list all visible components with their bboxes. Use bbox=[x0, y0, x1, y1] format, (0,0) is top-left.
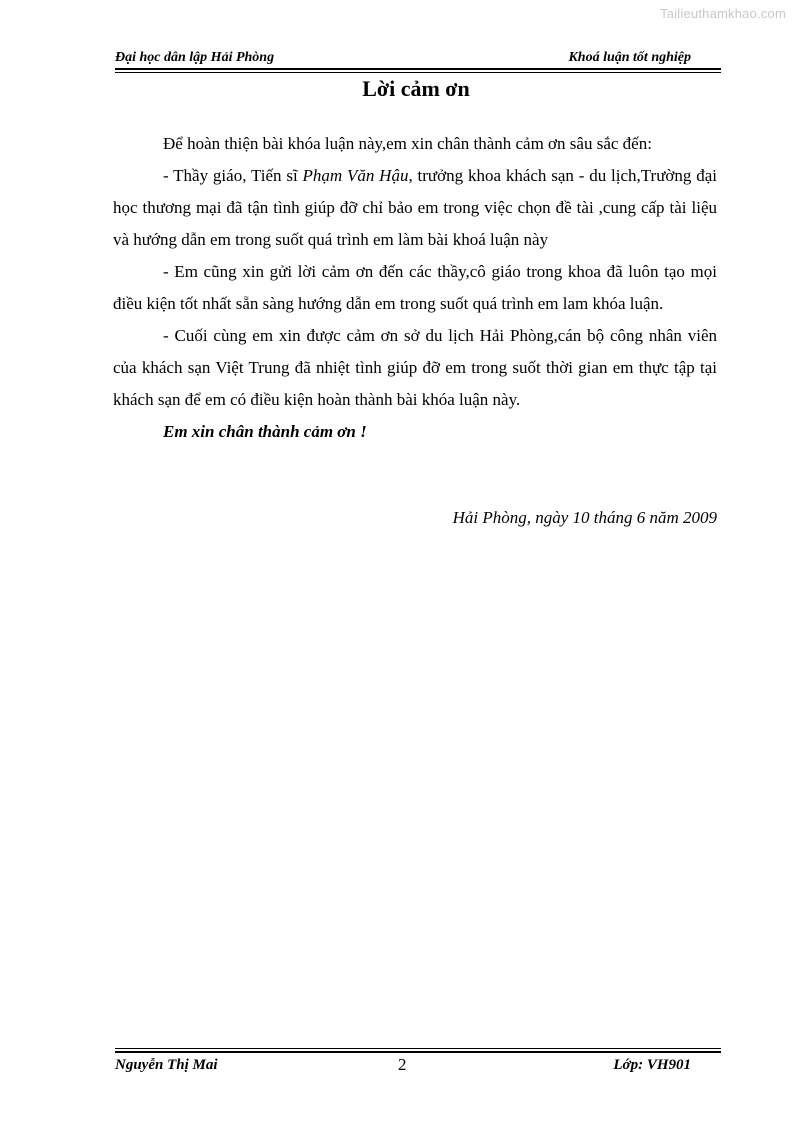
footer-author: Nguyễn Thị Mai bbox=[115, 1057, 218, 1073]
footer-rule-thin bbox=[115, 1048, 721, 1049]
header-rule-thin bbox=[115, 72, 721, 73]
header-university: Đại học dân lập Hải Phòng bbox=[115, 50, 275, 65]
teacher-name: Phạm Văn Hậu bbox=[302, 166, 409, 185]
paragraph-faculty: - Em cũng xin gửi lời cảm ơn đến các thầy,cô giáo trong khoa đã luôn tạo mọi điều kiện tốt nhất sẵn sàng hướng dẫn em trong suốt quá trình em lam khóa luận. bbox=[113, 262, 717, 313]
page-title: Lời cảm ơn bbox=[362, 76, 470, 101]
paragraph-teacher bbox=[113, 160, 717, 256]
date-line: Hải Phòng, ngày 10 tháng 6 năm 2009 bbox=[452, 508, 717, 527]
paragraph-teacher-post: , trưởng khoa khách sạn - du lịch,Trường đại học thương mại đã tận tình giúp đỡ chỉ bảo em trong việc chọn đề tài ,cung cấp tài liệu và hướng dẫn em trong suốt quá trình em làm bài khoá luận này bbox=[113, 166, 717, 249]
paragraph-teacher-pre: - Thầy giáo, Tiến sĩ bbox=[163, 166, 303, 185]
page-footer bbox=[115, 1057, 721, 1079]
closing-thanks: Em xin chân thành cảm ơn ! bbox=[163, 422, 367, 441]
page-number: 2 bbox=[398, 1055, 407, 1074]
paragraph-intro: Để hoàn thiện bài khóa luận này,em xin chân thành cảm ơn sâu sắc đến: bbox=[163, 134, 652, 153]
footer-rule bbox=[115, 1051, 721, 1053]
header-rule bbox=[115, 68, 721, 70]
page-header bbox=[115, 50, 721, 70]
watermark-text: Tailieuthamkhao.com bbox=[660, 6, 786, 21]
header-thesis-label: Khoá luận tốt nghiệp bbox=[568, 50, 691, 65]
paragraph-hotel: - Cuối cùng em xin được cảm ơn sở du lịch Hải Phòng,cán bộ công nhân viên của khách sạn Việt Trung đã nhiệt tình giúp đỡ em trong suốt thời gian em thực tập tại khách sạn để em có điều kiện hoàn thành bài khóa luận này. bbox=[113, 326, 717, 409]
footer-class: Lớp: VH901 bbox=[613, 1057, 691, 1073]
document-body bbox=[113, 128, 717, 448]
